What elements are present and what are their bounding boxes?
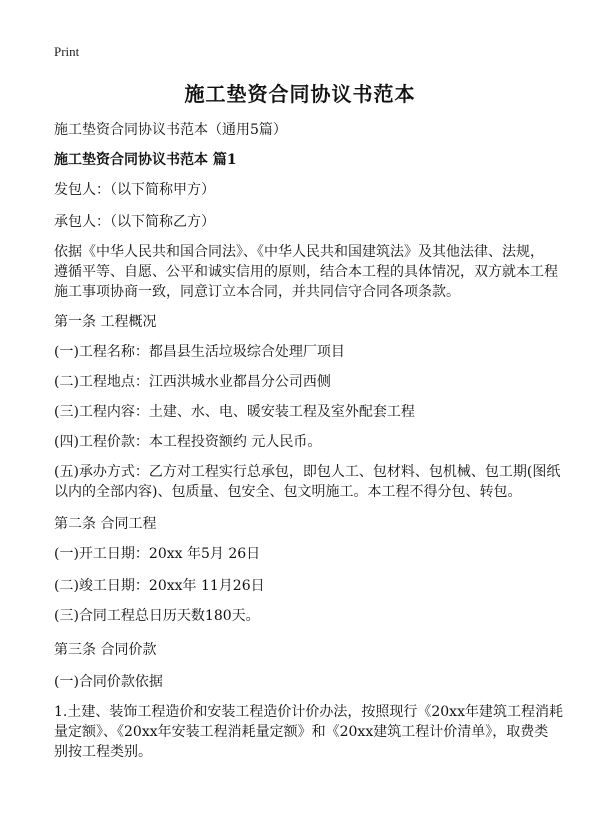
total-days-line: (三)合同工程总日历天数180天。 <box>54 608 260 624</box>
document-subtitle: 施工垫资合同协议书范本（通用5篇） <box>54 122 287 138</box>
article-3-heading: 第三条 合同价款 <box>54 642 157 658</box>
price-basis-item-line-2: 量定额》、《20xx年安装工程消耗量定额》和《20xx建筑工程计价清单》，取费类 <box>54 724 549 740</box>
party-b-line: 承包人：（以下简称乙方） <box>54 214 215 230</box>
project-name-line: (一)工程名称：都昌县生活垃圾综合处理厂项目 <box>54 344 345 360</box>
intro-line-1: 依据《中华人民共和国合同法》、《中华人民共和国建筑法》及其他法律、法规， <box>54 244 544 260</box>
end-date-line: (二)竣工日期：20xx年 11月26日 <box>54 578 265 594</box>
contract-mode-line-2: 以内的全部内容)、包质量、包安全、包文明施工。本工程不得分包、转包。 <box>54 484 522 500</box>
article-1-heading: 第一条 工程概况 <box>54 314 157 330</box>
article-2-heading: 第二条 合同工程 <box>54 516 157 532</box>
contract-mode-line-1: (五)承办方式：乙方对工程实行总承包，即包人工、包材料、包机械、包工期(图纸 <box>54 464 561 480</box>
intro-line-3: 施工事项协商一致，同意订立本合同，并共同信守合同各项条款。 <box>54 284 460 300</box>
party-a-line: 发包人：（以下简称甲方） <box>54 182 215 198</box>
price-basis-line: (一)合同价款依据 <box>54 674 163 690</box>
price-basis-item-line-1: 1.土建、装饰工程造价和安装工程造价计价办法，按照现行《20xx年建筑工程消耗 <box>54 704 563 720</box>
price-basis-item-line-3: 别按工程类别。 <box>54 744 152 760</box>
project-price-line: (四)工程价款：本工程投资额约 元人民币。 <box>54 434 322 450</box>
document-title: 施工垫资合同协议书范本 <box>184 82 416 106</box>
print-link[interactable]: Print <box>54 44 80 59</box>
start-date-line: (一)开工日期：20xx 年5月 26日 <box>54 546 261 562</box>
project-content-line: (三)工程内容：土建、水、电、暖安装工程及室外配套工程 <box>54 404 415 420</box>
project-location-line: (二)工程地点：江西洪城水业都昌分公司西侧 <box>54 374 331 390</box>
intro-line-2: 遵循平等、自愿、公平和诚实信用的原则，结合本工程的具体情况，双方就本工程 <box>54 264 558 280</box>
section-heading: 施工垫资合同协议书范本 篇1 <box>54 152 237 168</box>
